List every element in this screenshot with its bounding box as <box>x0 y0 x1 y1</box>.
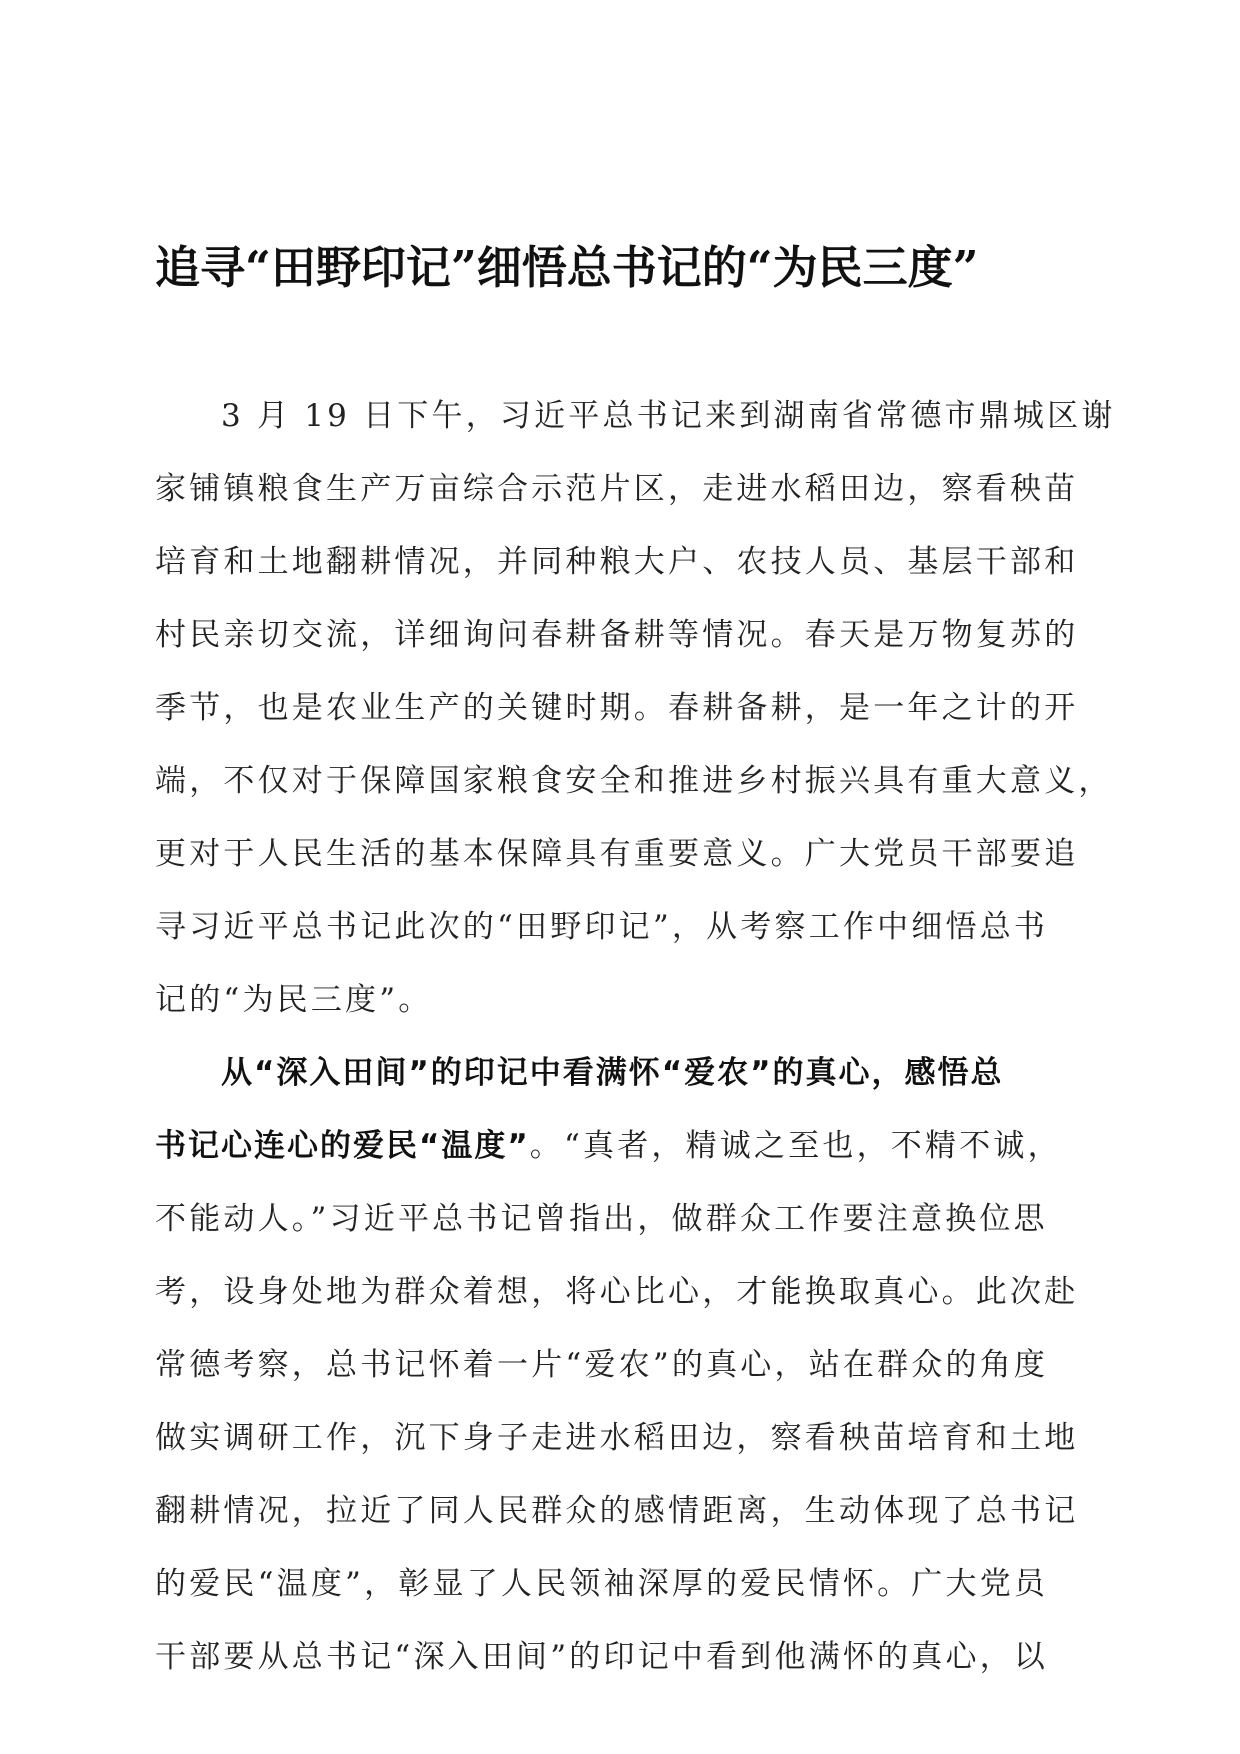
text-line: 做实调研工作，沉下身子走进水稻田边，察看秧苗培育和土地 <box>155 1420 1079 1456</box>
section-heading-line: 从“深入田间”的印记中看满怀“爱农”的真心，感悟总 <box>221 1055 1004 1091</box>
text-line: 寻习近平总书记此次的“田野印记”，从考察工作中细悟总书 <box>155 909 1049 945</box>
text-line <box>155 1110 1077 1183</box>
text-line: 不能动人。”习近平总书记曾指出，做群众工作要注意换位思 <box>155 1201 1048 1237</box>
text-line: 翻耕情况，拉近了同人民群众的感情距离，生动体现了总书记 <box>155 1493 1079 1529</box>
section-heading-end: 书记心连心的爱民“温度” <box>155 1128 530 1164</box>
paragraph-2 <box>155 1037 1077 1694</box>
text-line: 3 月 19 日下午，习近平总书记来到湖南省常德市鼎城区谢 <box>221 398 1116 434</box>
text-line: 培育和土地翻耕情况，并同种粮大户、农技人员、基层干部和 <box>155 544 1079 580</box>
text-segment: 。“真者，精诚之至也，不精不诚， <box>529 1128 1062 1164</box>
paragraph-1 <box>155 380 1116 1037</box>
document-body <box>155 380 1116 1694</box>
text-line: 端，不仅对于保障国家粮食安全和推进乡村振兴具有重大意义， <box>155 763 1113 799</box>
text-line: 的爱民“温度”，彰显了人民领袖深厚的爱民情怀。广大党员 <box>155 1566 1049 1602</box>
text-line: 干部要从总书记“深入田间”的印记中看到他满怀的真心，以 <box>155 1639 1049 1675</box>
text-line: 更对于人民生活的基本保障具有重要意义。广大党员干部要追 <box>155 836 1079 872</box>
text-line: 考，设身处地为群众着想，将心比心，才能换取真心。此次赴 <box>155 1274 1079 1310</box>
text-line: 家铺镇粮食生产万亩综合示范片区，走进水稻田边，察看秧苗 <box>155 471 1079 507</box>
text-line: 记的“为民三度”。 <box>155 982 433 1018</box>
text-line: 季节，也是农业生产的关键时期。春耕备耕，是一年之计的开 <box>155 690 1079 726</box>
text-line: 常德考察，总书记怀着一片“爱农”的真心，站在群众的角度 <box>155 1347 1049 1383</box>
text-line: 村民亲切交流，详细询问春耕备耕等情况。春天是万物复苏的 <box>155 617 1079 653</box>
document-title: 追寻“田野印记”细悟总书记的“为民三度” <box>155 241 979 294</box>
